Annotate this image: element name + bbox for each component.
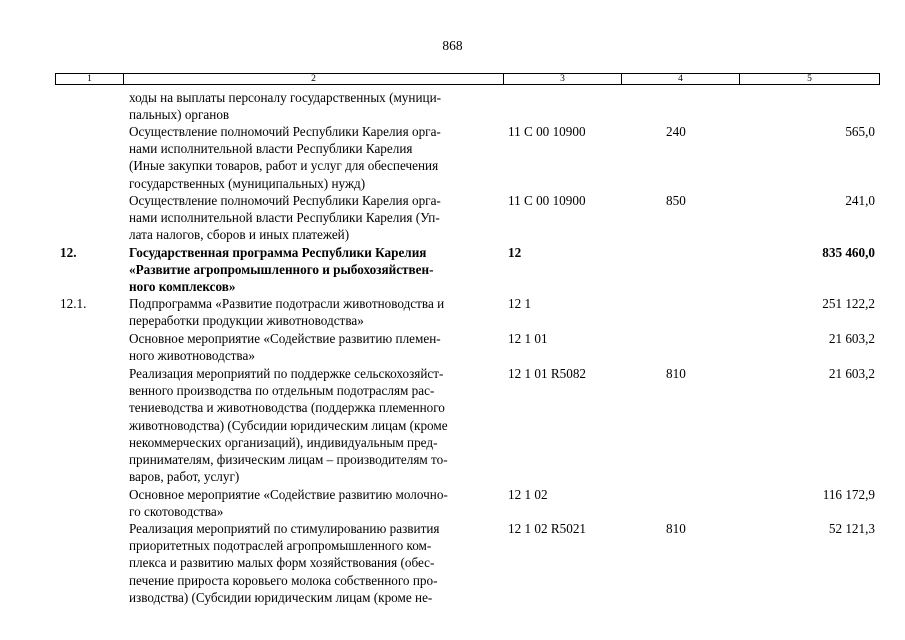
row-code: 11 С 00 10900 [508,193,586,208]
row-name: Реализация мероприятий по стимулированию развития приоритетных подотраслей агропромышленного ком- плекса и развитию малых форм хозяйствования (обес- печение прироста коровьего молока собственного про- изводства) (Субсидии юридическим лицам (кроме не- [129,521,440,605]
page-number: 868 [442,38,463,53]
row-code: 12 1 02 [508,487,548,502]
row-type: 240 [666,124,686,139]
row-type: 810 [666,366,686,381]
row-code: 12 1 01 R5082 [508,366,587,381]
row-amount: 835 460,0 [822,245,875,260]
row-type: 810 [666,521,686,536]
row-code: 12 1 01 [508,331,548,346]
row-amount: 52 121,3 [828,521,875,536]
row-code: 12 1 [508,296,532,311]
row-code: 12 [508,245,522,260]
row-code: 12 1 02 R5021 [508,521,587,536]
header-col-5: 5 [739,74,879,84]
row-amount: 116 172,9 [822,487,875,502]
row-name: ходы на выплаты персоналу государственных (муници- пальных) органов [129,90,442,123]
row-number: 12. [60,245,77,260]
row-name: Основное мероприятие «Содействие развитию племен- ного животноводства» [129,331,441,364]
row-name: Осуществление полномочий Республики Карелия орга- нами исполнительной власти Республики Карелия (Иные закупки товаров, работ и услуг для обеспечения государственных (муниципальных) нужд) [129,124,441,191]
header-col-3: 3 [503,74,621,84]
row-amount: 565,0 [845,124,875,139]
row-number: 12.1. [60,296,87,311]
row-amount: 251 122,2 [822,296,875,311]
row-amount: 241,0 [845,193,875,208]
header-col-2: 2 [123,74,503,84]
row-name: Государственная программа Республики Карелия «Развитие агропромышленного и рыбохозяйствен- ного комплексов» [129,245,434,295]
row-name: Основное мероприятие «Содействие развитию молочно- го скотоводства» [129,487,448,520]
row-name: Осуществление полномочий Республики Карелия орга- нами исполнительной власти Республики Карелия (Уп- лата налогов, сборов и иных платежей) [129,193,441,243]
row-name: Реализация мероприятий по поддержке сельскохозяйст- венного производства по отдельным подотраслям рас- тениеводства и животноводства (поддержка племенного животноводства) (Субсидии юридическим лицам (кроме некоммерческих организаций), индивидуальным пред- принимателям, физическим лицам – производителям то- варов, работ, услуг) [129,366,448,485]
row-type: 850 [666,193,686,208]
table-header [55,73,880,85]
row-amount: 21 603,2 [828,366,875,381]
row-code: 11 С 00 10900 [508,124,586,139]
row-name: Подпрограмма «Развитие подотрасли животноводства и переработки продукции животноводства» [129,296,445,329]
header-col-1: 1 [87,74,92,84]
row-amount: 21 603,2 [828,331,875,346]
header-col-4: 4 [621,74,739,84]
